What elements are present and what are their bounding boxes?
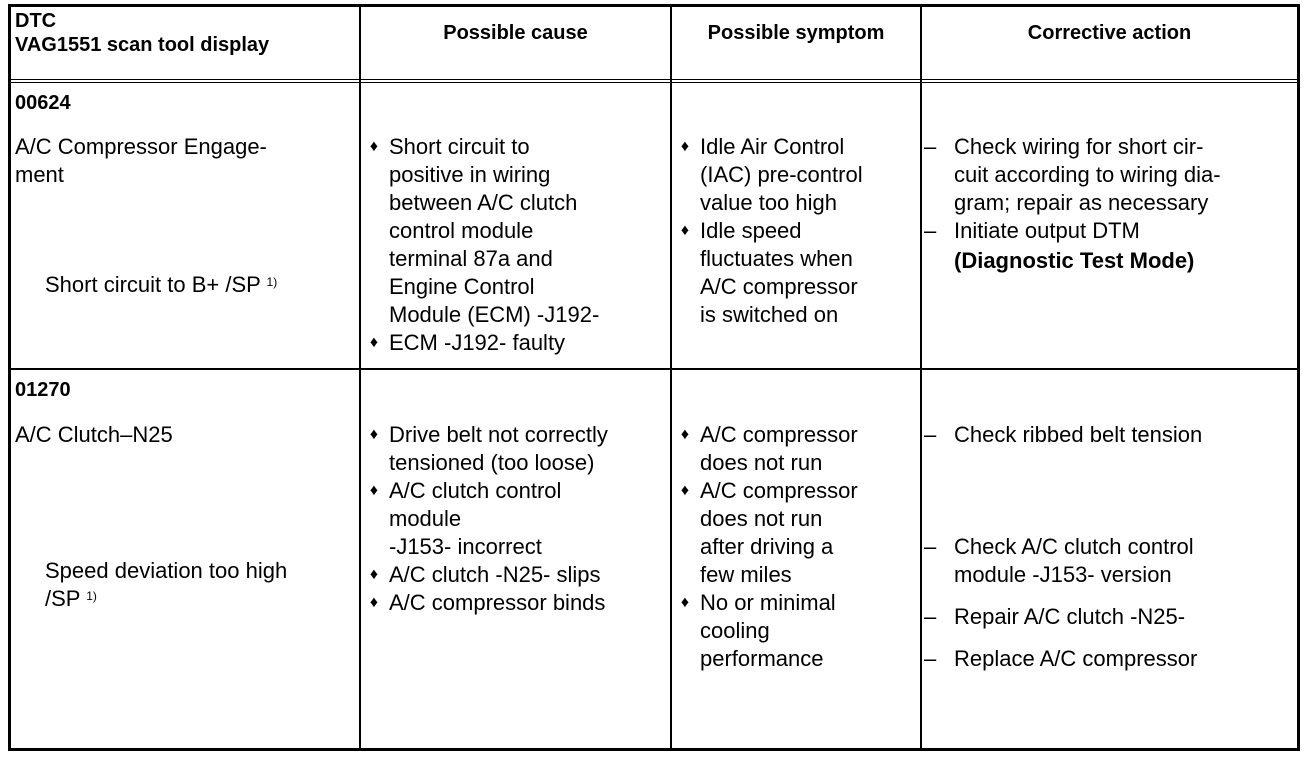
text-line: control module xyxy=(389,218,534,243)
symptom-item xyxy=(678,217,863,329)
column-divider xyxy=(359,7,361,748)
cause-list xyxy=(367,421,608,617)
text-line: Engine Control xyxy=(389,274,535,299)
text-line: cooling xyxy=(700,618,770,643)
text-line: -J153- incorrect xyxy=(389,534,542,559)
text-line: Idle speed xyxy=(700,218,802,243)
dtc-code: 00624 xyxy=(15,92,71,114)
action-item xyxy=(924,533,1202,589)
symptom-list xyxy=(678,133,863,329)
action-item xyxy=(924,133,1221,217)
text-line: gram; repair as necessary xyxy=(954,190,1209,215)
bullet-icon: ♦ xyxy=(369,482,379,499)
text-line: Check wiring for short cir- xyxy=(954,134,1204,159)
dash-icon: – xyxy=(924,646,937,671)
dash-icon: – xyxy=(924,134,937,159)
header-divider xyxy=(11,79,1297,83)
text-line: A/C compressor xyxy=(700,274,858,299)
bullet-icon: ♦ xyxy=(680,594,690,611)
header-dtc-line2: VAG1551 scan tool display xyxy=(15,34,270,56)
text-line: A/C clutch control xyxy=(389,478,562,503)
cause-item xyxy=(367,133,599,329)
text-line: Drive belt not correctly xyxy=(389,422,608,447)
footnote-marker: 1) xyxy=(266,275,278,289)
text-line: Short circuit to xyxy=(389,134,530,159)
column-divider xyxy=(670,7,672,748)
fault-condition-text: Speed deviation too high xyxy=(45,558,288,583)
text-line: Check ribbed belt tension xyxy=(954,422,1203,447)
action-note: (Diagnostic Test Mode) xyxy=(954,248,1195,273)
text-line: performance xyxy=(700,646,824,671)
dash-icon: – xyxy=(924,218,937,243)
cause-list xyxy=(367,133,599,357)
text-line: Repair A/C clutch -N25- xyxy=(954,604,1186,629)
text-line: Module (ECM) -J192- xyxy=(389,302,600,327)
bullet-icon: ♦ xyxy=(680,138,690,155)
action-item xyxy=(924,217,1221,245)
header-dtc xyxy=(15,9,269,57)
fault-condition-text: /SP xyxy=(45,586,81,611)
cause-item xyxy=(367,329,599,357)
text-line: few miles xyxy=(700,562,792,587)
cause-item xyxy=(367,421,608,477)
text-line: (IAC) pre-control xyxy=(700,162,863,187)
header-symptom: Possible symptom xyxy=(707,22,885,44)
text-line: fluctuates when xyxy=(700,246,853,271)
component-line: A/C Compressor Engage- xyxy=(15,134,267,159)
text-line: tensioned (too loose) xyxy=(389,450,595,475)
text-line: module -J153- version xyxy=(954,562,1172,587)
text-line: Replace A/C compressor xyxy=(954,646,1198,671)
dtc-code: 01270 xyxy=(15,379,71,401)
fault-condition xyxy=(45,557,287,613)
bullet-icon: ♦ xyxy=(369,594,379,611)
header-cause: Possible cause xyxy=(443,22,588,44)
text-line: No or minimal xyxy=(700,590,836,615)
row-divider xyxy=(11,368,1297,370)
component-name xyxy=(15,133,267,189)
dash-icon: – xyxy=(924,422,937,447)
action-item xyxy=(924,645,1202,673)
symptom-item xyxy=(678,133,863,217)
text-line: A/C compressor xyxy=(700,478,858,503)
bullet-icon: ♦ xyxy=(369,138,379,155)
text-line: does not run xyxy=(700,506,823,531)
action-list xyxy=(924,133,1221,275)
dtc-table xyxy=(8,4,1300,751)
bullet-icon: ♦ xyxy=(369,334,379,351)
symptom-item xyxy=(678,421,858,477)
dash-icon: – xyxy=(924,604,937,629)
text-line: cuit according to wiring dia- xyxy=(954,162,1221,187)
cause-item xyxy=(367,561,608,589)
fault-condition xyxy=(45,271,277,299)
cause-item xyxy=(367,589,608,617)
bullet-icon: ♦ xyxy=(680,482,690,499)
text-line: module xyxy=(389,506,462,531)
text-line: A/C compressor xyxy=(700,422,858,447)
component-name: A/C Clutch–N25 xyxy=(15,422,173,447)
bullet-icon: ♦ xyxy=(680,222,690,239)
text-line: terminal 87a and xyxy=(389,246,553,271)
symptom-item xyxy=(678,477,858,589)
action-item xyxy=(924,421,1202,449)
bullet-icon: ♦ xyxy=(369,566,379,583)
header-action: Corrective action xyxy=(1027,22,1192,44)
dash-icon: – xyxy=(924,534,937,559)
text-line: A/C clutch -N25- slips xyxy=(389,562,601,587)
text-line: between A/C clutch xyxy=(389,190,578,215)
text-line: after driving a xyxy=(700,534,834,559)
action-item xyxy=(924,603,1202,631)
text-line: is switched on xyxy=(700,302,839,327)
column-divider xyxy=(920,7,922,748)
text-line: ECM -J192- faulty xyxy=(389,330,566,355)
symptom-list xyxy=(678,421,858,673)
text-line: does not run xyxy=(700,450,823,475)
bullet-icon: ♦ xyxy=(369,426,379,443)
text-line: Initiate output DTM xyxy=(954,218,1140,243)
fault-condition-text: Short circuit to B+ /SP xyxy=(45,272,261,297)
action-list xyxy=(924,421,1202,673)
text-line: positive in wiring xyxy=(389,162,551,187)
header-dtc-line1: DTC xyxy=(15,10,57,32)
text-line: Check A/C clutch control xyxy=(954,534,1194,559)
footnote-marker: 1) xyxy=(86,589,97,603)
cause-item xyxy=(367,477,608,561)
component-line: ment xyxy=(15,162,64,187)
symptom-item xyxy=(678,589,858,673)
text-line: value too high xyxy=(700,190,837,215)
text-line: A/C compressor binds xyxy=(389,590,606,615)
text-line: Idle Air Control xyxy=(700,134,845,159)
bullet-icon: ♦ xyxy=(680,426,690,443)
